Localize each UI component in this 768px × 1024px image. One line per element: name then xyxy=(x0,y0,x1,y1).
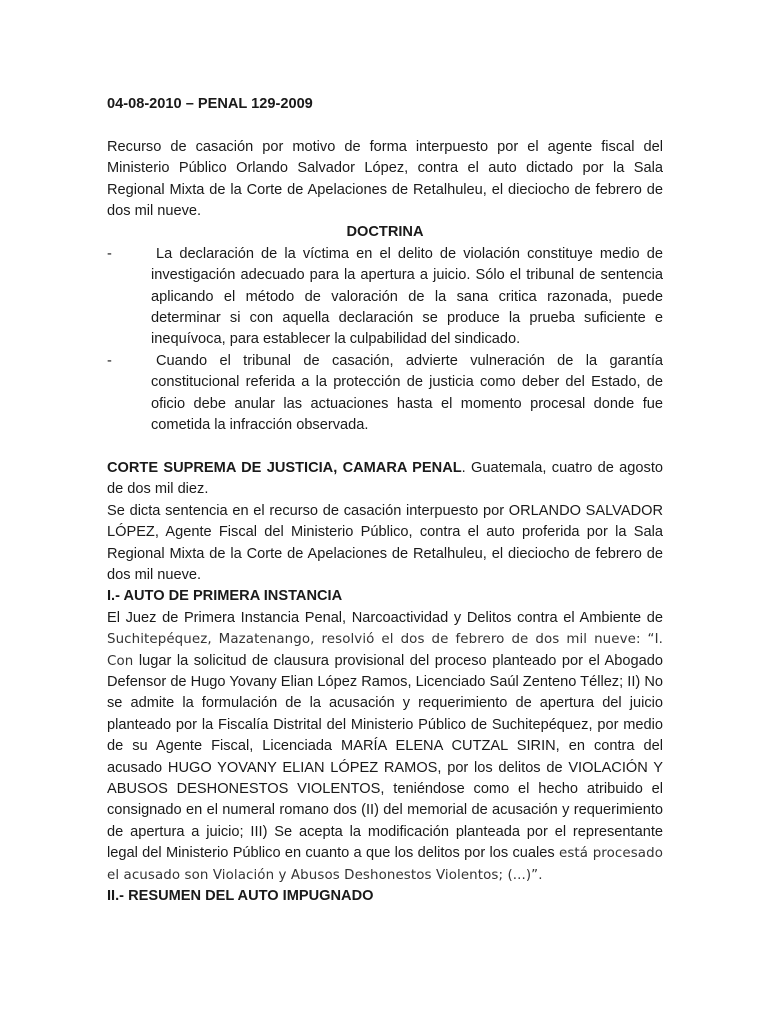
document-title: 04-08-2010 – PENAL 129-2009 xyxy=(107,96,313,112)
doctrina-item xyxy=(107,351,663,437)
court-header xyxy=(107,458,663,501)
section-1-text-b: Suchitepéquez, Mazatenango, resolvió el dos de febrero de dos mil nueve: “I. Con xyxy=(107,632,663,669)
court-date: . Guatemala, cuatro de agosto de dos mil diez. xyxy=(107,459,663,498)
bullet-dash: - xyxy=(107,245,112,262)
spacer xyxy=(107,115,663,136)
section-1-text-d: está procesado el acusado son Violación y Abusos Deshonestos Violentos; (...)”. xyxy=(107,846,663,883)
section-1-text-a: El Juez de Primera Instancia Penal, Narcoactividad y Delitos contra el Ambiente de xyxy=(107,609,663,626)
document-body xyxy=(107,94,663,907)
section-1-text-c: lugar la solicitud de clausura provisional del proceso planteado por el Abogado Defensor de Hugo Yovany Elian López Ramos, Licenciado Saúl Zenteno Téllez; II) No se admite la formulación de la acusación y requerimiento de apertura del juicio planteado por la Fiscalía Distrital del Ministerio Público de Suchitepéquez, por medio de su Agente Fiscal, Licenciada MARÍA ELENA CUTZAL SIRIN, en contra del acusado HUGO YOVANY ELIAN LÓPEZ RAMOS, por los delitos de VIOLACIÓN Y ABUSOS DESHONESTOS VIOLENTOS, teniéndose como el hecho atribuido el consignado en el numeral romano dos (II) del memorial de acusación y requerimiento de apertura a juicio; III) Se acepta la modificación planteada por el representante legal del Ministerio Público en cuanto a que los delitos por los cuales xyxy=(107,652,663,862)
court-name: CORTE SUPREMA DE JUSTICIA, CAMARA PENAL xyxy=(107,459,462,476)
bullet-dash: - xyxy=(107,352,112,369)
section-1-body xyxy=(107,608,663,886)
section-2-heading: II.- RESUMEN DEL AUTO IMPUGNADO xyxy=(107,888,374,904)
section-1-heading: I.- AUTO DE PRIMERA INSTANCIA xyxy=(107,588,343,605)
doctrina-item xyxy=(107,244,663,351)
doctrina-item-text: La declaración de la víctima en el delito de violación constituye medio de investigación adecuado para la apertura a juicio. Sólo el tribunal de sentencia aplicando el método de valoración de la sana critica razonada, puede determinar si con aquella declaración se produce la prueba suficiente e inequívoca, para establecer la culpabilidad del sindicado. xyxy=(151,245,663,348)
case-summary: Recurso de casación por motivo de forma interpuesto por el agente fiscal del Ministerio Público Orlando Salvador López, contra el auto dictado por la Sala Regional Mixta de la Corte de Apelaciones de Retalhuleu, el dieciocho de febrero de dos mil nueve. xyxy=(107,138,663,220)
spacer xyxy=(107,436,663,457)
doctrina-item-text: Cuando el tribunal de casación, advierte vulneración de la garantía constitucional referida a la protección de justicia como deber del Estado, de oficio debe anular las actuaciones hasta el momento procesal donde fue cometida la infracción observada. xyxy=(151,352,663,434)
doctrina-heading: DOCTRINA xyxy=(346,224,424,241)
sentence-intro: Se dicta sentencia en el recurso de casación interpuesto por ORLANDO SALVADOR LÓPEZ, Agente Fiscal del Ministerio Público, contra el auto proferida por la Sala Regional Mixta de la Corte de Apelaciones de Retalhuleu, el dieciocho de febrero de dos mil nueve. xyxy=(107,502,663,583)
